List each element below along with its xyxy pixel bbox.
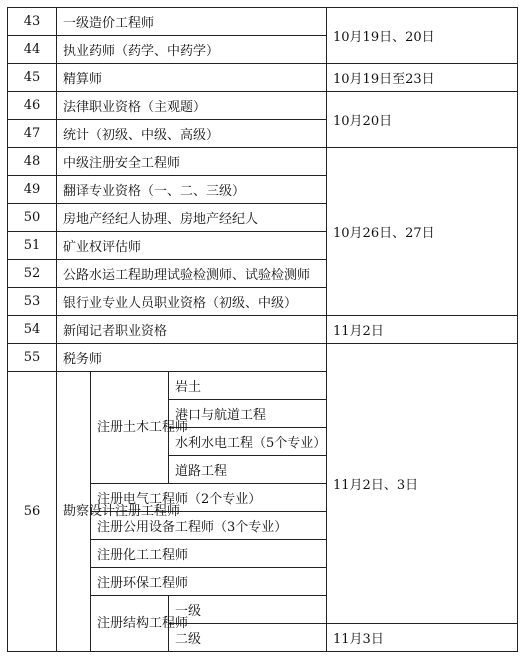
environmental-engineer: 注册环保工程师 <box>91 568 327 596</box>
exam-name: 税务师 <box>57 344 327 372</box>
row-number: 55 <box>8 344 57 372</box>
exam-date: 11月3日 <box>327 624 518 652</box>
row-number: 46 <box>8 92 57 120</box>
exam-date: 10月20日 <box>327 92 518 148</box>
exam-date: 11月2日 <box>327 316 518 344</box>
exam-name: 执业药师（药学、中药学） <box>57 36 327 64</box>
civil-specialty: 港口与航道工程 <box>169 400 327 428</box>
exam-date: 10月19日至23日 <box>327 64 518 92</box>
exam-name: 公路水运工程助理试验检测师、试验检测师 <box>57 260 327 288</box>
row-number: 54 <box>8 316 57 344</box>
civil-specialty: 水利水电工程（5个专业） <box>169 428 327 456</box>
exam-name: 翻译专业资格（一、二、三级） <box>57 176 327 204</box>
row-number: 47 <box>8 120 57 148</box>
row-number: 45 <box>8 64 57 92</box>
utility-engineer: 注册公用设备工程师（3个专业） <box>91 512 327 540</box>
exam-date: 10月19日、20日 <box>327 8 518 64</box>
chemical-engineer: 注册化工工程师 <box>91 540 327 568</box>
exam-name: 银行业专业人员职业资格（初级、中级） <box>57 288 327 316</box>
table-row <box>8 148 518 176</box>
structural-level: 二级 <box>169 624 327 652</box>
row-number: 50 <box>8 204 57 232</box>
table-row <box>8 316 518 344</box>
exam-name: 房地产经纪人协理、房地产经纪人 <box>57 204 327 232</box>
table-row <box>8 8 518 36</box>
structural-level: 一级 <box>169 596 327 624</box>
exam-name: 精算师 <box>57 64 327 92</box>
exam-name: 中级注册安全工程师 <box>57 148 327 176</box>
exam-name: 新闻记者职业资格 <box>57 316 327 344</box>
category-label: 勘察设计注册工程师 <box>57 372 91 652</box>
exam-name: 一级造价工程师 <box>57 8 327 36</box>
electrical-engineer: 注册电气工程师（2个专业） <box>91 484 327 512</box>
row-number: 56 <box>8 372 57 652</box>
row-number: 51 <box>8 232 57 260</box>
exam-name: 统计（初级、中级、高级） <box>57 120 327 148</box>
row-number: 52 <box>8 260 57 288</box>
exam-date: 10月26日、27日 <box>327 148 518 316</box>
civil-specialty: 道路工程 <box>169 456 327 484</box>
structural-engineer-label: 注册结构工程师 <box>91 596 169 652</box>
row-number: 53 <box>8 288 57 316</box>
row-number: 43 <box>8 8 57 36</box>
row-number: 48 <box>8 148 57 176</box>
table-row <box>8 344 518 372</box>
row-number: 49 <box>8 176 57 204</box>
row-number: 44 <box>8 36 57 64</box>
table-row <box>8 64 518 92</box>
civil-specialty: 岩土 <box>169 372 327 400</box>
civil-engineer-label: 注册土木工程师 <box>91 372 169 484</box>
exam-schedule-table <box>7 7 518 652</box>
exam-name: 矿业权评估师 <box>57 232 327 260</box>
exam-name: 法律职业资格（主观题） <box>57 92 327 120</box>
table-row <box>8 92 518 120</box>
exam-date: 11月2日、3日 <box>327 344 518 624</box>
